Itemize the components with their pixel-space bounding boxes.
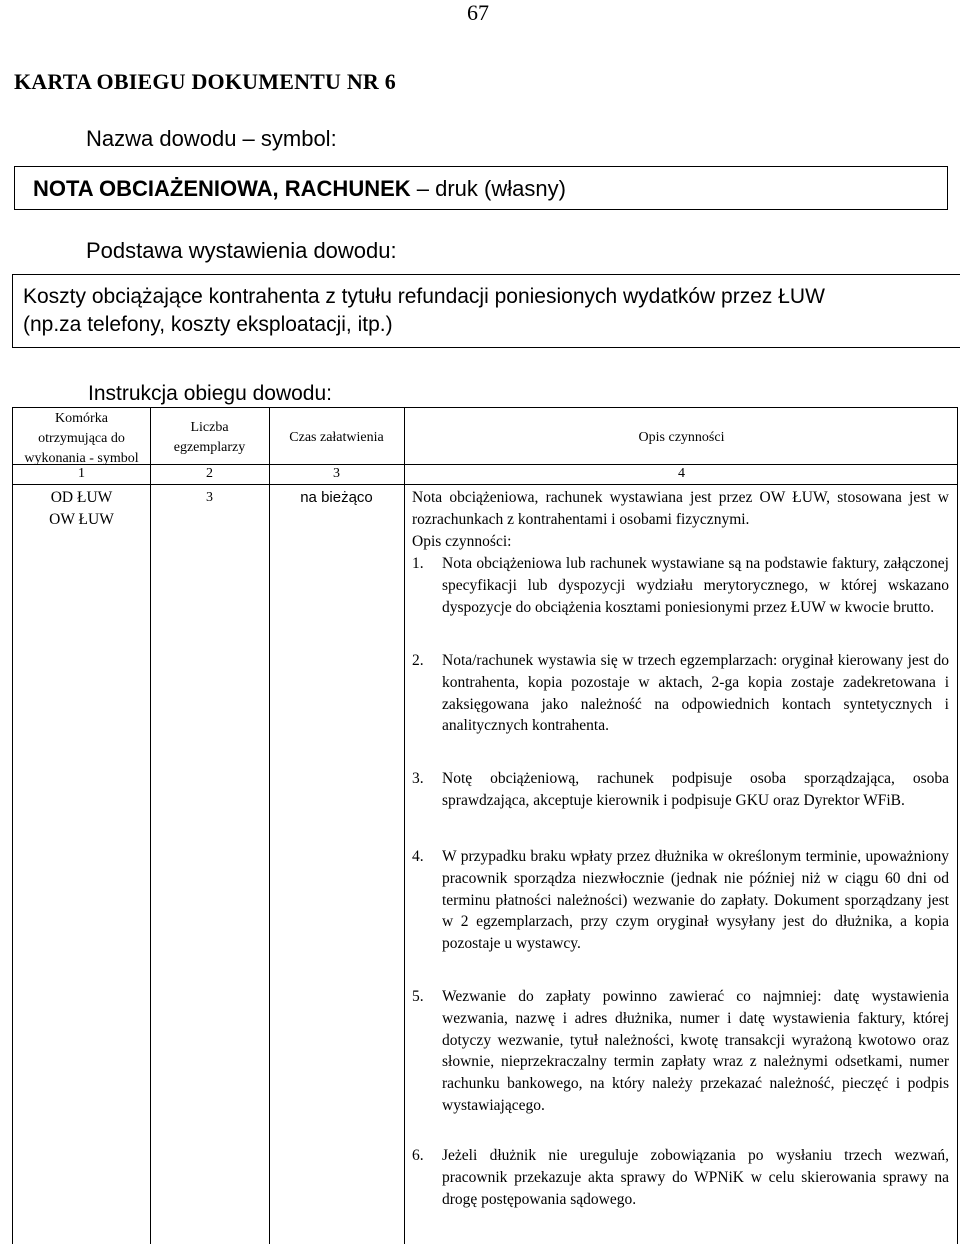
- copies-cell: 3: [206, 490, 213, 505]
- description-item: [412, 650, 949, 737]
- number-row-divider: [13, 484, 957, 485]
- instruction-label: Instrukcja obiegu dowodu:: [88, 382, 332, 405]
- document-name-bold: NOTA OBCIAŻENIOWA, RACHUNEK: [33, 176, 411, 201]
- item-text: Nota obciążeniowa lub rachunek wystawiane są na podstawie faktury, załączonej specyfikacji lub dyspozycji wydziału merytorycznego, w której wskazano dyspozycje do obciążenia kosztami poniesionymi przez ŁUW w kwocie brutto.: [442, 555, 949, 616]
- document-title: KARTA OBIEGU DOKUMENTU NR 6: [14, 69, 396, 94]
- item-text: W przypadku braku wpłaty przez dłużnika w określonym terminie, upoważniony pracownik sporządza niezwłocznie (jednak nie później niż w ciągu 60 dni od terminu płatności należności) wezwanie do zapłaty. Dokument sporządzany jest w 2 egzemplarzach, przy czym oryginał wysyłany jest do dłużnika, a kopia pozostaje u wystawcy.: [442, 848, 949, 953]
- item-text: Jeżeli dłużnik nie ureguluje zobowiązania po wysłaniu trzech wezwań, pracownik przekazuje akta sprawy do WPNiK w celu skierowania sprawy na drogę postępowania sądowego.: [442, 1147, 949, 1208]
- header-divider: [13, 464, 957, 465]
- item-text: Wezwanie do zapłaty powinno zawierać co najmniej: datę wystawienia wezwania, nazwę i adres dłużnika, numer i datę wystawienia faktury, której dotyczy wezwanie, tytuł należności, kwotę transakcji wyrażoną kwotowo oraz słownie, nieprzekraczalny termin zapłaty wraz z należnymi odsetkami, numer rachunku bankowego, na który należy przekazać należność, pieczęć i podpis wystawiającego.: [442, 988, 949, 1114]
- description-item: [412, 846, 949, 955]
- description-item: [412, 768, 949, 812]
- item-number: 2.: [412, 652, 424, 669]
- column-divider: [404, 408, 405, 1244]
- header-unit-line: Komórka: [55, 411, 108, 426]
- basis-label: Podstawa wystawienia dowodu:: [86, 238, 397, 263]
- document-name-box: [14, 166, 948, 210]
- header-copies: [150, 418, 269, 458]
- unit-value: OW ŁUW: [49, 511, 114, 528]
- time-cell: na bieżąco: [300, 489, 373, 506]
- column-number: 2: [206, 466, 213, 481]
- header-unit-line: otrzymująca do: [38, 431, 125, 446]
- item-text: Notę obciążeniową, rachunek podpisuje osoba sporządzająca, osoba sprawdzająca, akceptuje kierownik i podpisuje GKU oraz Dyrektor WFiB.: [442, 770, 949, 809]
- item-number: 6.: [412, 1147, 424, 1164]
- header-unit: [13, 409, 150, 469]
- document-name-label: Nazwa dowodu – symbol:: [86, 126, 337, 151]
- basis-box: [12, 274, 960, 348]
- page-number: 67: [467, 0, 489, 25]
- header-copies-line: Liczba: [190, 420, 229, 435]
- document-name: [33, 176, 566, 202]
- document-name-rest: – druk (własny): [410, 176, 566, 201]
- basis-line: Koszty obciążające kontrahenta z tytułu refundacji poniesionych wydatków przez ŁUW: [23, 285, 825, 308]
- header-time: Czas załatwienia: [289, 430, 384, 445]
- header-description: Opis czynności: [638, 430, 725, 445]
- column-number: 3: [333, 466, 340, 481]
- column-number: 4: [678, 466, 685, 481]
- column-divider: [269, 408, 270, 1244]
- item-number: 3.: [412, 770, 424, 787]
- column-divider: [150, 408, 151, 1244]
- item-text: Nota/rachunek wystawia się w trzech egzemplarzach: oryginał kierowany jest do kontrahenta, kopia pozostaje w aktach, 2-ga kopia zostaje zadekretowana i zaksięgowana jako należność na odpowiednich kontach syntetycznych i analitycznych kontrahenta.: [442, 652, 949, 735]
- description-item: [412, 553, 949, 618]
- circulation-table: [12, 407, 958, 1244]
- description-label: Opis czynności:: [412, 533, 512, 550]
- item-number: 1.: [412, 555, 424, 572]
- item-number: 4.: [412, 848, 424, 865]
- basis-line: (np.za telefony, koszty eksploatacji, itp.): [23, 313, 393, 336]
- description-item: [412, 986, 949, 1117]
- unit-cell: [13, 487, 150, 531]
- column-number: 1: [78, 466, 85, 481]
- description-intro: Nota obciążeniowa, rachunek wystawiana jest przez OW ŁUW, stosowana jest w rozrachunkach z kontrahentami i osobami fizycznymi.: [412, 489, 949, 528]
- unit-value: OD ŁUW: [50, 489, 113, 506]
- description-item: [412, 1145, 949, 1210]
- header-copies-line: egzemplarzy: [173, 440, 246, 455]
- header-unit-line: wykonania - symbol: [24, 451, 139, 466]
- item-number: 5.: [412, 988, 424, 1005]
